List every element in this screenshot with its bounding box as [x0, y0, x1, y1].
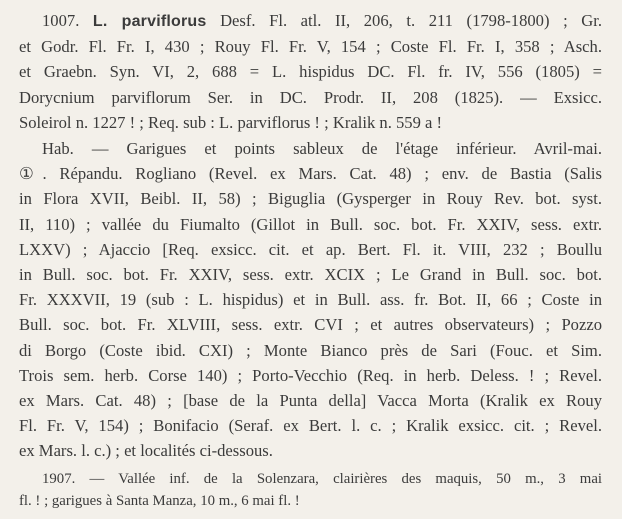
entry-line-3: et Graebn. Syn. VI, 2, 688 = L. hispidus DC. Fl. fr. IV, 556 (1805) =	[19, 62, 602, 82]
habitat-line-9: di Borgo (Coste ibid. CXI) ; Monte Bianco près de Sari (Fouc. et Sim.	[19, 340, 602, 360]
habitat-line-8: Bull. soc. bot. Fr. XLVIII, sess. extr. CVI ; et autres observateurs) ; Pozzo	[19, 315, 602, 335]
habitat-line-11: ex Mars. Cat. 48) ; [base de la Punta della] Vacca Morta (Kralik ex Rouy	[19, 391, 602, 411]
collection-note	[19, 468, 602, 512]
note-line-1: 1907. — Vallée inf. de la Solenzara, clairières des maquis, 50 m., 3 mai	[42, 470, 602, 487]
habitat-line-12: Fl. Fr. V, 154) ; Bonifacio (Seraf. ex Bert. l. c. ; Kralik exsicc. cit. ; Revel.	[19, 416, 602, 436]
entry-line-2: et Godr. Fl. Fr. I, 430 ; Rouy Fl. Fr. V, 154 ; Coste Fl. Fr. I, 358 ; Asch.	[19, 37, 602, 57]
entry-line-5: Soleirol n. 1227 ! ; Req. sub : L. parviflorus ! ; Kralik n. 559 a !	[19, 112, 443, 132]
habitat-line-1: Hab. — Garigues et points sableux de l'étage inférieur. Avril-mai.	[42, 139, 602, 159]
habitat-line-7: Fr. XXXVII, 19 (sub : L. hispidus) et in Bull. ass. fr. Bot. II, 66 ; Coste in	[19, 290, 602, 310]
entry-number: 1007.	[42, 11, 80, 30]
habitat-line-6: in Bull. soc. bot. Fr. XXIV, sess. extr. XCIX ; Le Grand in Bull. soc. bot.	[19, 265, 602, 285]
habitat-line-10: Trois sem. herb. Corse 140) ; Porto-Vecchio (Req. in herb. Deless. ! ; Revel.	[19, 365, 602, 385]
habitat-line-3: in Flora XVII, Beibl. II, 58) ; Biguglia (Gysperger in Rouy Rev. bot. syst.	[19, 189, 602, 209]
habitat-line-13: ex Mars. l. c.) ; et localités ci-dessous.	[19, 441, 273, 461]
entry-text: Desf. Fl. atl. II, 206, t. 211 (1798-1800) ; Gr.	[220, 11, 602, 30]
entry-line-1	[19, 8, 602, 34]
note-line-2: fl. ! ; garigues à Santa Manza, 10 m., 6 mai fl. !	[19, 492, 300, 509]
habitat-line-5: LXXV) ; Ajaccio [Req. exsicc. cit. et ap. Bert. Fl. it. VIII, 232 ; Boullu	[19, 239, 602, 259]
habitat-line-2: ①. Répandu. Rogliano (Revel. ex Mars. Cat. 48) ; env. de Bastia (Salis	[19, 164, 602, 184]
habitat-paragraph	[19, 136, 602, 464]
species-entry	[19, 8, 602, 135]
habitat-line-4: II, 110) ; vallée du Fiumalto (Gillot in Bull. soc. bot. Fr. XXIV, sess. extr.	[19, 214, 602, 234]
entry-line-4: Dorycnium parviflorum Ser. in DC. Prodr. II, 208 (1825). — Exsicc.	[19, 87, 602, 107]
taxon-name: L. parviflorus	[92, 13, 207, 30]
